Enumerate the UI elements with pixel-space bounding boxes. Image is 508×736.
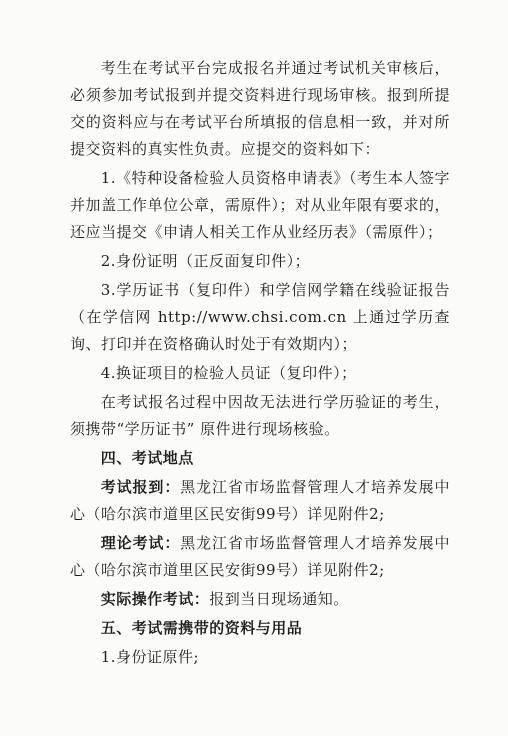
theory-exam-location (70, 530, 450, 584)
practical-exam-label: 实际操作考试： (100, 590, 210, 608)
requirement-item-2: 2.身份证明（正反面复印件）； (100, 252, 311, 270)
exam-report-label: 考试报到： (100, 478, 181, 496)
exam-report-location (70, 474, 450, 528)
section-heading-exam-location: 四、考试地点 (100, 449, 194, 467)
requirement-item-3: 3.学历证书（复印件）和学信网学籍在线验证报告（在学信网 http://www.chsi.com.cn 上通过学历查询、打印并在资格确认时处于有效期内）； (70, 281, 450, 353)
requirement-item-1: 1.《特种设备检验人员资格申请表》（考生本人签字并加盖工作单位公章，需原件）；对从业年限有要求的，还应当提交《申请人相关工作从业经历表》（需原件）； (70, 169, 451, 241)
theory-exam-label: 理论考试： (100, 534, 181, 552)
exam-report-text: 黑龙江省市场监督管理人才培养发展中心（哈尔滨市道里区民安街99号）详见附件2; (70, 478, 450, 523)
theory-exam-text: 黑龙江省市场监督管理人才培养发展中心（哈尔滨市道里区民安街99号）详见附件2; (70, 534, 450, 579)
requirement-item-4: 4.换证项目的检验人员证（复印件）； (100, 364, 357, 382)
practical-exam-text: 报到当日现场通知。 (209, 590, 349, 608)
practical-exam-location (70, 586, 450, 613)
section-heading-materials: 五、考试需携带的资料与用品 (100, 619, 303, 637)
intro-paragraph: 考生在考试平台完成报名并通过考试机关审核后，必须参加考试报到并提交资料进行现场审核。报到所提交的资料应与在考试平台所填报的信息相一致，并对所提交资料的真实性负责。应提交的资料如下： (70, 59, 450, 158)
verification-note: 在考试报名过程中因故无法进行学历验证的考生，须携带“学历证书” 原件进行现场核验。 (70, 393, 450, 438)
materials-item-1: 1.身份证原件; (100, 648, 200, 666)
